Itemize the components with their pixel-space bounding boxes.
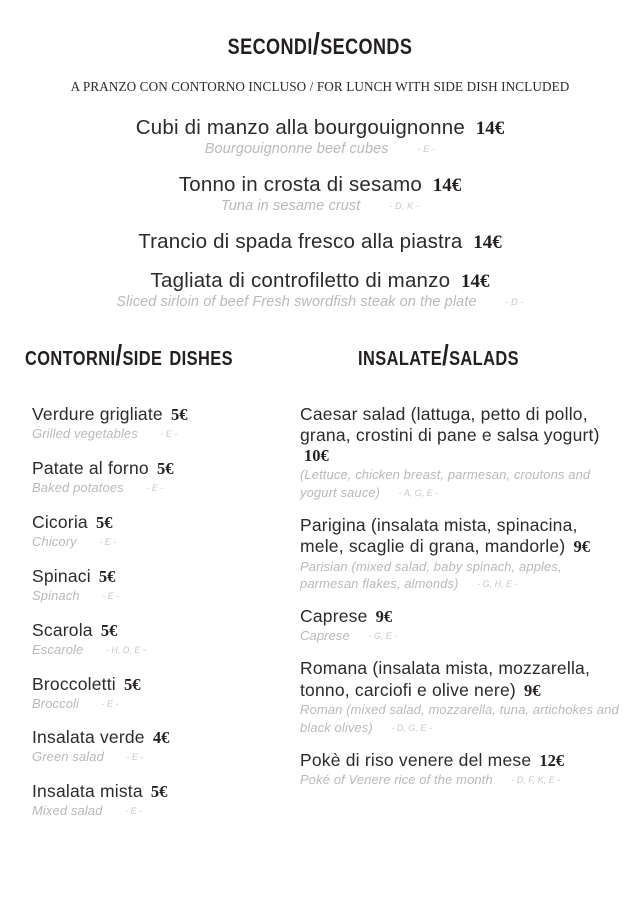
- dish-name: Romana (insalata mista, mozzarella, tonno, carciofi e olive nere): [300, 658, 591, 700]
- menu-item: [32, 727, 286, 766]
- menu-item-title-row: [32, 458, 286, 479]
- allergen-codes: - E -: [414, 144, 436, 155]
- allergen-codes: - E -: [157, 429, 178, 439]
- menu-item-desc-row: [0, 141, 640, 158]
- dish-name: Cubi di manzo alla bourgouignonne: [135, 116, 465, 139]
- menu-item-title-row: [32, 727, 286, 748]
- secondi-subtitle: A PRANZO CON CONTORNO INCLUSO / FOR LUNCH WITH SIDE DISH INCLUDED: [70, 79, 570, 94]
- dish-price: 14€: [468, 231, 502, 253]
- menu-item: [32, 781, 286, 820]
- menu-item: [32, 566, 286, 605]
- dish-price: 5€: [94, 566, 116, 586]
- dish-name: Spinaci: [32, 565, 91, 586]
- allergen-codes: - D, G, E -: [388, 722, 432, 733]
- menu-item-title-row: [32, 620, 286, 641]
- menu-item: [32, 404, 286, 443]
- menu-item-desc-row: [32, 587, 286, 605]
- menu-item: [0, 231, 640, 254]
- menu-item-desc-row: [0, 198, 640, 215]
- menu-item: [0, 117, 640, 158]
- menu-item: [32, 674, 286, 713]
- menu-item-desc-row: [32, 695, 286, 713]
- dish-price: 5€: [146, 782, 168, 802]
- menu-item-title-row: [300, 606, 622, 627]
- menu-item: [300, 606, 622, 645]
- menu-item-desc-row: [32, 748, 286, 766]
- allergen-codes: - E -: [143, 482, 164, 493]
- dish-description: Broccoli: [32, 695, 80, 711]
- dish-price: 5€: [91, 512, 113, 532]
- allergen-codes: - E -: [99, 698, 119, 709]
- menu-item-title-row: [300, 750, 622, 771]
- dish-name: Broccoletti: [32, 673, 116, 694]
- menu-item: [0, 270, 640, 311]
- dish-price: 14€: [427, 174, 462, 196]
- dish-price: 5€: [152, 458, 174, 478]
- menu-item-title-row: [300, 404, 622, 466]
- menu-item-desc-row: [32, 533, 286, 551]
- dish-price: 9€: [371, 607, 393, 627]
- dish-description: Bourgouignonne beef cubes: [204, 141, 389, 157]
- menu-item-desc-row: [32, 479, 286, 497]
- dish-description: Roman (mixed salad, mozzarella, tuna, artichokes and black olives): [300, 701, 619, 735]
- menu-item-desc-row: [32, 802, 286, 820]
- allergen-codes: - D, K -: [386, 200, 420, 212]
- allergen-codes: - E -: [99, 590, 120, 601]
- menu-item-title-row: [32, 404, 286, 425]
- menu-item-title-row: [300, 515, 622, 557]
- dish-description: Sliced sirloin of beef Fresh swordfish steak on the plate: [116, 293, 477, 310]
- allergen-codes: - G, E -: [365, 631, 398, 642]
- dish-name: Tonno in crosta di sesamo: [178, 172, 422, 196]
- dish-description: Caprese: [300, 628, 350, 644]
- menu-item-title-row: [32, 674, 286, 695]
- dish-description: (Lettuce, chicken breast, parmesan, croutons and yogurt sauce): [300, 467, 591, 501]
- insalate-list: [300, 404, 622, 789]
- dish-name: Caprese: [300, 606, 368, 627]
- menu-item-title-row: [32, 512, 286, 533]
- dish-description: Mixed salad: [32, 803, 103, 819]
- dish-description: Grilled vegetables: [32, 426, 138, 441]
- allergen-codes: - G, H, E -: [474, 579, 518, 590]
- dish-description: Baked potatoes: [32, 479, 124, 495]
- dish-price: 5€: [119, 674, 141, 694]
- dish-price: 14€: [470, 118, 505, 139]
- dish-name: Verdure grigliate: [32, 404, 163, 424]
- menu-item-desc-row: [0, 294, 640, 311]
- dish-description: Green salad: [32, 749, 104, 765]
- dish-price: 9€: [519, 680, 541, 700]
- allergen-codes: - D -: [502, 296, 524, 308]
- dish-price: 9€: [569, 537, 590, 557]
- dish-description: Escarole: [32, 641, 84, 657]
- menu-item: [300, 658, 622, 736]
- menu-item-title-row: [32, 566, 286, 587]
- dish-description: Parisian (mixed salad, baby spinach, apples, parmesan flakes, almonds): [300, 558, 562, 592]
- menu-item: [300, 750, 622, 789]
- dish-price: 5€: [96, 620, 118, 640]
- menu-item-title-row: [300, 658, 622, 700]
- dish-name: Caesar salad (lattuga, petto di pollo, grana, crostini di pane e salsa yogurt): [300, 404, 600, 446]
- menu-item: [32, 458, 286, 497]
- menu-item-desc-row: [300, 627, 622, 645]
- menu-item: [300, 404, 622, 502]
- menu-item-title-row: [0, 270, 640, 293]
- dish-description: Spinach: [32, 587, 80, 603]
- dish-name: Pokè di riso venere del mese: [300, 749, 532, 770]
- menu-item-title-row: [0, 174, 640, 197]
- menu-item: [32, 512, 286, 551]
- dish-description: Tuna in sesame crust: [220, 197, 361, 214]
- allergen-codes: - H, D, E -: [103, 644, 146, 655]
- allergen-codes: - E -: [122, 806, 142, 817]
- menu-item-desc-row: [300, 558, 622, 594]
- dish-description: Poké of Venere rice of the month: [300, 771, 493, 787]
- dish-description: Chicory: [32, 533, 77, 549]
- dish-name: Parigina (insalata mista, spinacina, mele, scaglie di grana, mandorle): [300, 515, 578, 557]
- insalate-title: insalate/salads: [358, 340, 519, 372]
- dish-price: 5€: [166, 405, 188, 424]
- menu-item-desc-row: [32, 641, 286, 659]
- dish-price: 14€: [456, 270, 490, 292]
- dish-price: 10€: [304, 446, 329, 466]
- dish-name: Trancio di spada fresco alla piastra: [138, 229, 463, 253]
- contorni-title: contorni/side dishes: [25, 340, 233, 372]
- allergen-codes: - E -: [96, 536, 117, 547]
- allergen-codes: - E -: [123, 752, 144, 763]
- dish-name: Scarola: [32, 619, 93, 640]
- allergen-codes: - A, G, E -: [396, 488, 439, 499]
- menu-item-desc-row: [300, 771, 622, 789]
- contorni-list: [32, 404, 286, 820]
- menu-item-desc-row: [300, 701, 622, 737]
- menu-item-title-row: [0, 117, 640, 140]
- dish-price: 12€: [535, 750, 565, 770]
- dish-name: Insalata verde: [32, 727, 145, 748]
- allergen-codes: - D, F, K, E -: [508, 774, 561, 785]
- dish-name: Cicoria: [32, 511, 88, 532]
- dish-name: Patate al forno: [32, 457, 149, 478]
- secondi-section-header: [0, 0, 640, 95]
- menu-item: [0, 174, 640, 215]
- secondi-list: [0, 117, 640, 310]
- insalate-column: [297, 340, 622, 802]
- secondi-title: secondi/seconds: [227, 26, 413, 61]
- menu-item-title-row: [0, 231, 640, 254]
- contorni-column: [24, 340, 286, 835]
- menu-item-title-row: [32, 781, 286, 802]
- menu-item-desc-row: [300, 466, 622, 502]
- menu-item-desc-row: [32, 425, 286, 443]
- menu-item: [32, 620, 286, 659]
- menu-item: [300, 515, 622, 593]
- dish-name: Tagliata di controfiletto di manzo: [150, 268, 451, 292]
- dish-price: 4€: [148, 728, 170, 748]
- dish-name: Insalata mista: [32, 781, 143, 802]
